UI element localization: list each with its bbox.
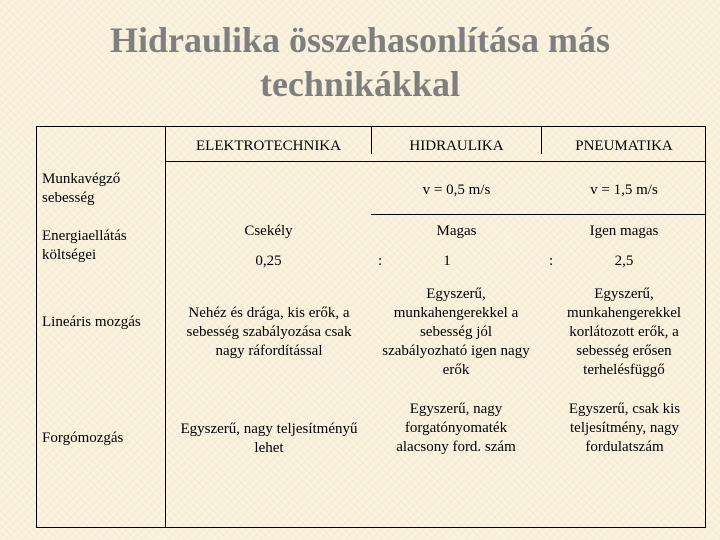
- row-label-linear: [42, 313, 154, 332]
- cost-hidraulika: Magas: [436, 223, 477, 239]
- page-title: Hidraulika összehasonlítása más technikákkal: [109, 20, 611, 104]
- row-label-text: Lineáris mozgás: [42, 314, 141, 330]
- row-label-text: Energiaellátás költségei: [42, 228, 127, 263]
- row-divider: [371, 214, 706, 215]
- row-label-speed: [42, 170, 164, 208]
- column-divider: [165, 126, 166, 528]
- rotary-elektro: Egyszerű, nagy teljesítményű lehet: [180, 421, 358, 456]
- row-divider: [165, 161, 706, 162]
- rotary-hidraulika: Egyszerű, nagy forgatónyomaték alacsony ford. szám: [396, 401, 516, 455]
- cost-hidraulika-ratio: 1: [443, 253, 451, 269]
- cost-elektro: Csekély: [244, 223, 293, 239]
- cost-pneumatika: Igen magas: [589, 223, 659, 239]
- speed-pneumatika: v = 1,5 m/s: [590, 182, 658, 198]
- row-label-cost: [42, 227, 164, 265]
- row-label-text: Munkavégző sebesség: [42, 171, 121, 206]
- linear-hidraulika: Egyszerű, munkahengerekkel a sebesség jól szabályozható igen nagy erők: [382, 286, 530, 378]
- header-pneumatika: PNEUMATIKA: [575, 138, 673, 154]
- linear-elektro: Nehéz és drága, kis erők, a sebesség szabályozása csak nagy ráfordítással: [186, 305, 352, 359]
- header-elektrotechnika: ELEKTROTECHNIKA: [196, 138, 341, 154]
- ratio-separator: :: [549, 253, 554, 269]
- rotary-pneumatika: Egyszerű, csak kis teljesítmény, nagy fordulatszám: [568, 401, 681, 455]
- cost-pneumatika-ratio: 2,5: [614, 253, 634, 269]
- ratio-separator: :: [378, 253, 383, 269]
- cost-elektro-ratio: 0,25: [255, 253, 282, 269]
- header-hidraulika: HIDRAULIKA: [409, 138, 504, 154]
- linear-pneumatika: Egyszerű, munkahengerekkel korlátozott erők, a sebesség erősen terhelésfüggő: [566, 286, 682, 378]
- row-label-rotary: Forgómozgás: [42, 430, 124, 446]
- speed-hidraulika: v = 0,5 m/s: [422, 182, 491, 198]
